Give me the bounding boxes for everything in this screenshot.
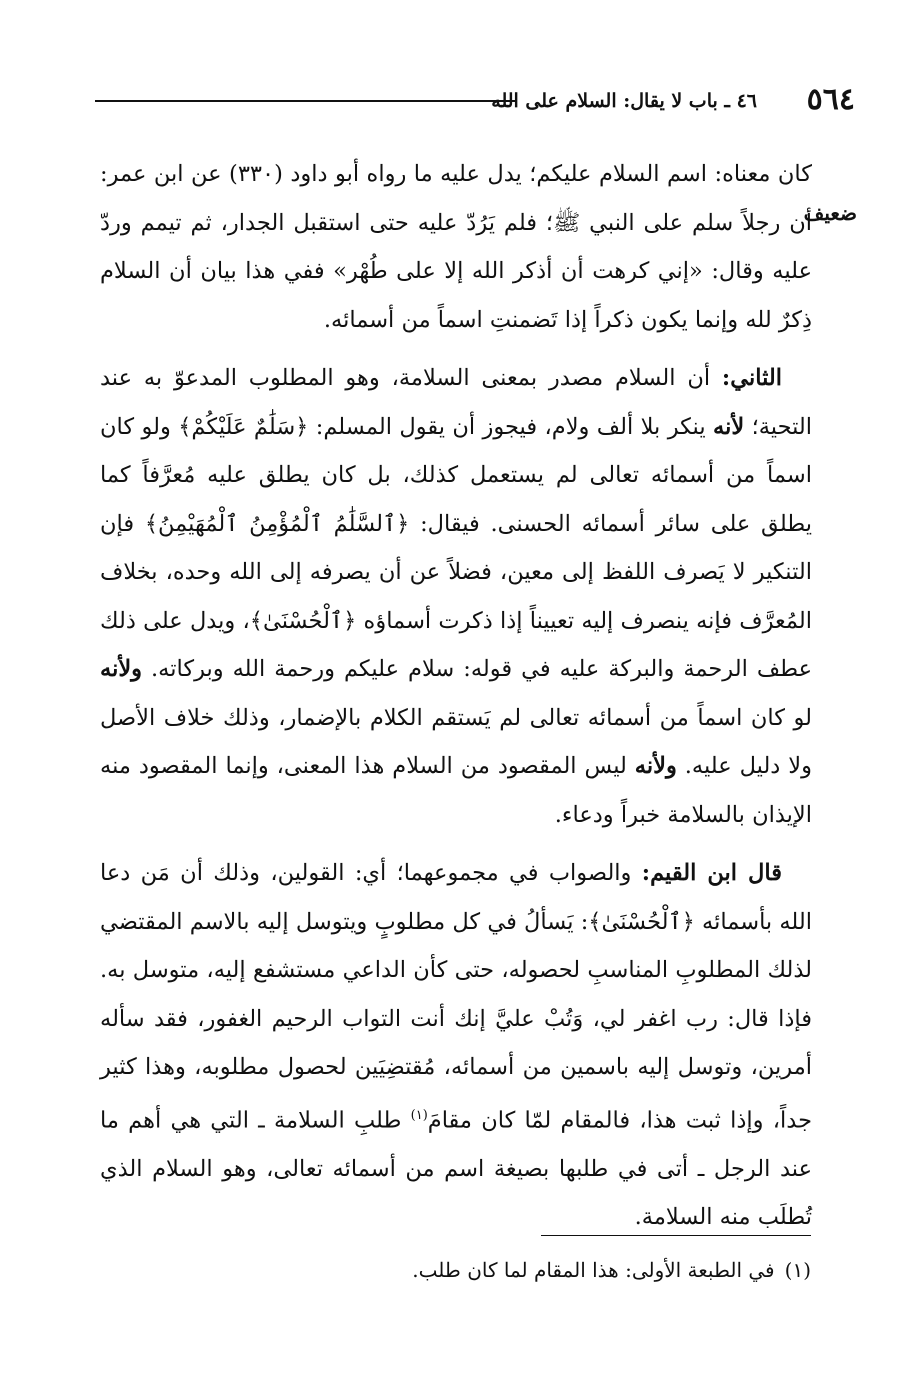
footnote-marker: (١) bbox=[410, 1107, 428, 1123]
footnote-rule bbox=[541, 1235, 811, 1236]
page-header bbox=[95, 82, 855, 122]
hadith-grade-note: ضعيف bbox=[803, 201, 857, 225]
paragraph-3: قال ابن القيم: والصواب في مجموعهما؛ أي: القولين، وذلك أن مَن دعا الله بأسمائه ﴿ٱلْحُسْنَىٰ﴾: يَسألُ في كل مطلوبٍ ويتوسل إليه بالاسم المقتضي لذلك المطلوبِ المناسبِ لحصوله، حتى كأن الداعي مستشفع إليه، متوسل به. فإذا قال: رب اغفر لي، وَتُبْ عليَّ إنك أنت التواب الرحيم الغفور، فقد سأله أمرين، وتوسل إليه باسمين من أسمائه، مُقتضِيَين لحصول مطلوبه، وهذا كثير جداً، وإذا ثبت هذا، فالمقام لمّا كان مقامَ$^{(١)}$ طلبِ السلامة ـ التي هي أهم ما عند الرجل ـ أتى في طلبها بصيغة اسم من أسمائه تعالى، وهو السلام الذي تُطلَب منه السلامة. bbox=[100, 860, 812, 1230]
paragraph-3-lead: قال ابن القيم: bbox=[641, 860, 782, 886]
footnote-number: (١) bbox=[784, 1258, 811, 1282]
chapter-title: ٤٦ ـ باب لا يقال: السلام على الله bbox=[491, 90, 757, 112]
footnote bbox=[311, 1255, 811, 1285]
body-text bbox=[100, 150, 812, 1242]
page-number: ٥٦٤ bbox=[806, 82, 855, 117]
paragraph-1: كان معناه: اسم السلام عليكم؛ يدل عليه ما رواه أبو داود (٣٣٠) عن ابن عمر: أن رجلاً سلم على النبي ﷺ؛ فلم يَرُدّ عليه حتى استقبل الجدار، ثم تيمم وردّ عليه وقال: «إني كرهت أن أذكر الله إلا على طُهْر» ففي هذا بيان أن السلام ذِكرٌ لله وإنما يكون ذكراً إذا تَضمنتِ اسماً من أسمائه. bbox=[100, 161, 812, 333]
header-rule bbox=[95, 100, 515, 102]
footnote-text: في الطبعة الأولى: هذا المقام لما كان طلب. bbox=[412, 1258, 775, 1282]
paragraph-2-lead: الثاني: bbox=[721, 365, 782, 391]
paragraph-2: الثاني: أن السلام مصدر بمعنى السلامة، وهو المطلوب المدعوّ به عند التحية؛ لأنه ينكر بلا ألف ولام، فيجوز أن يقول المسلم: ﴿سَلَٰمٌ عَلَيْكُمْ﴾ ولو كان اسماً من أسمائه تعالى لم يستعمل كذلك، بل كان يطلق عليه مُعرَّفاً كما يطلق على سائر أسمائه الحسنى. فيقال: ﴿ٱلسَّلَٰمُ ٱلْمُؤْمِنُ ٱلْمُهَيْمِنُ﴾ فإن التنكير لا يَصرف اللفظ إلى معين، فضلاً عن أن يصرفه إلى الله وحده، بخلاف المُعرَّف فإنه ينصرف إليه تعييناً إذا ذكرت أسماؤه ﴿ٱلْحُسْنَىٰ﴾، ويدل على ذلك عطف الرحمة والبركة عليه في قوله: سلام عليكم ورحمة الله وبركاته. ولأنه لو كان اسماً من أسمائه تعالى لم يَستقم الكلام بالإضمار، وذلك خلاف الأصل ولا دليل عليه. ولأنه ليس المقصود من السلام هذا المعنى، وإنما المقصود منه الإيذان بالسلامة خبراً ودعاء. bbox=[100, 365, 812, 828]
